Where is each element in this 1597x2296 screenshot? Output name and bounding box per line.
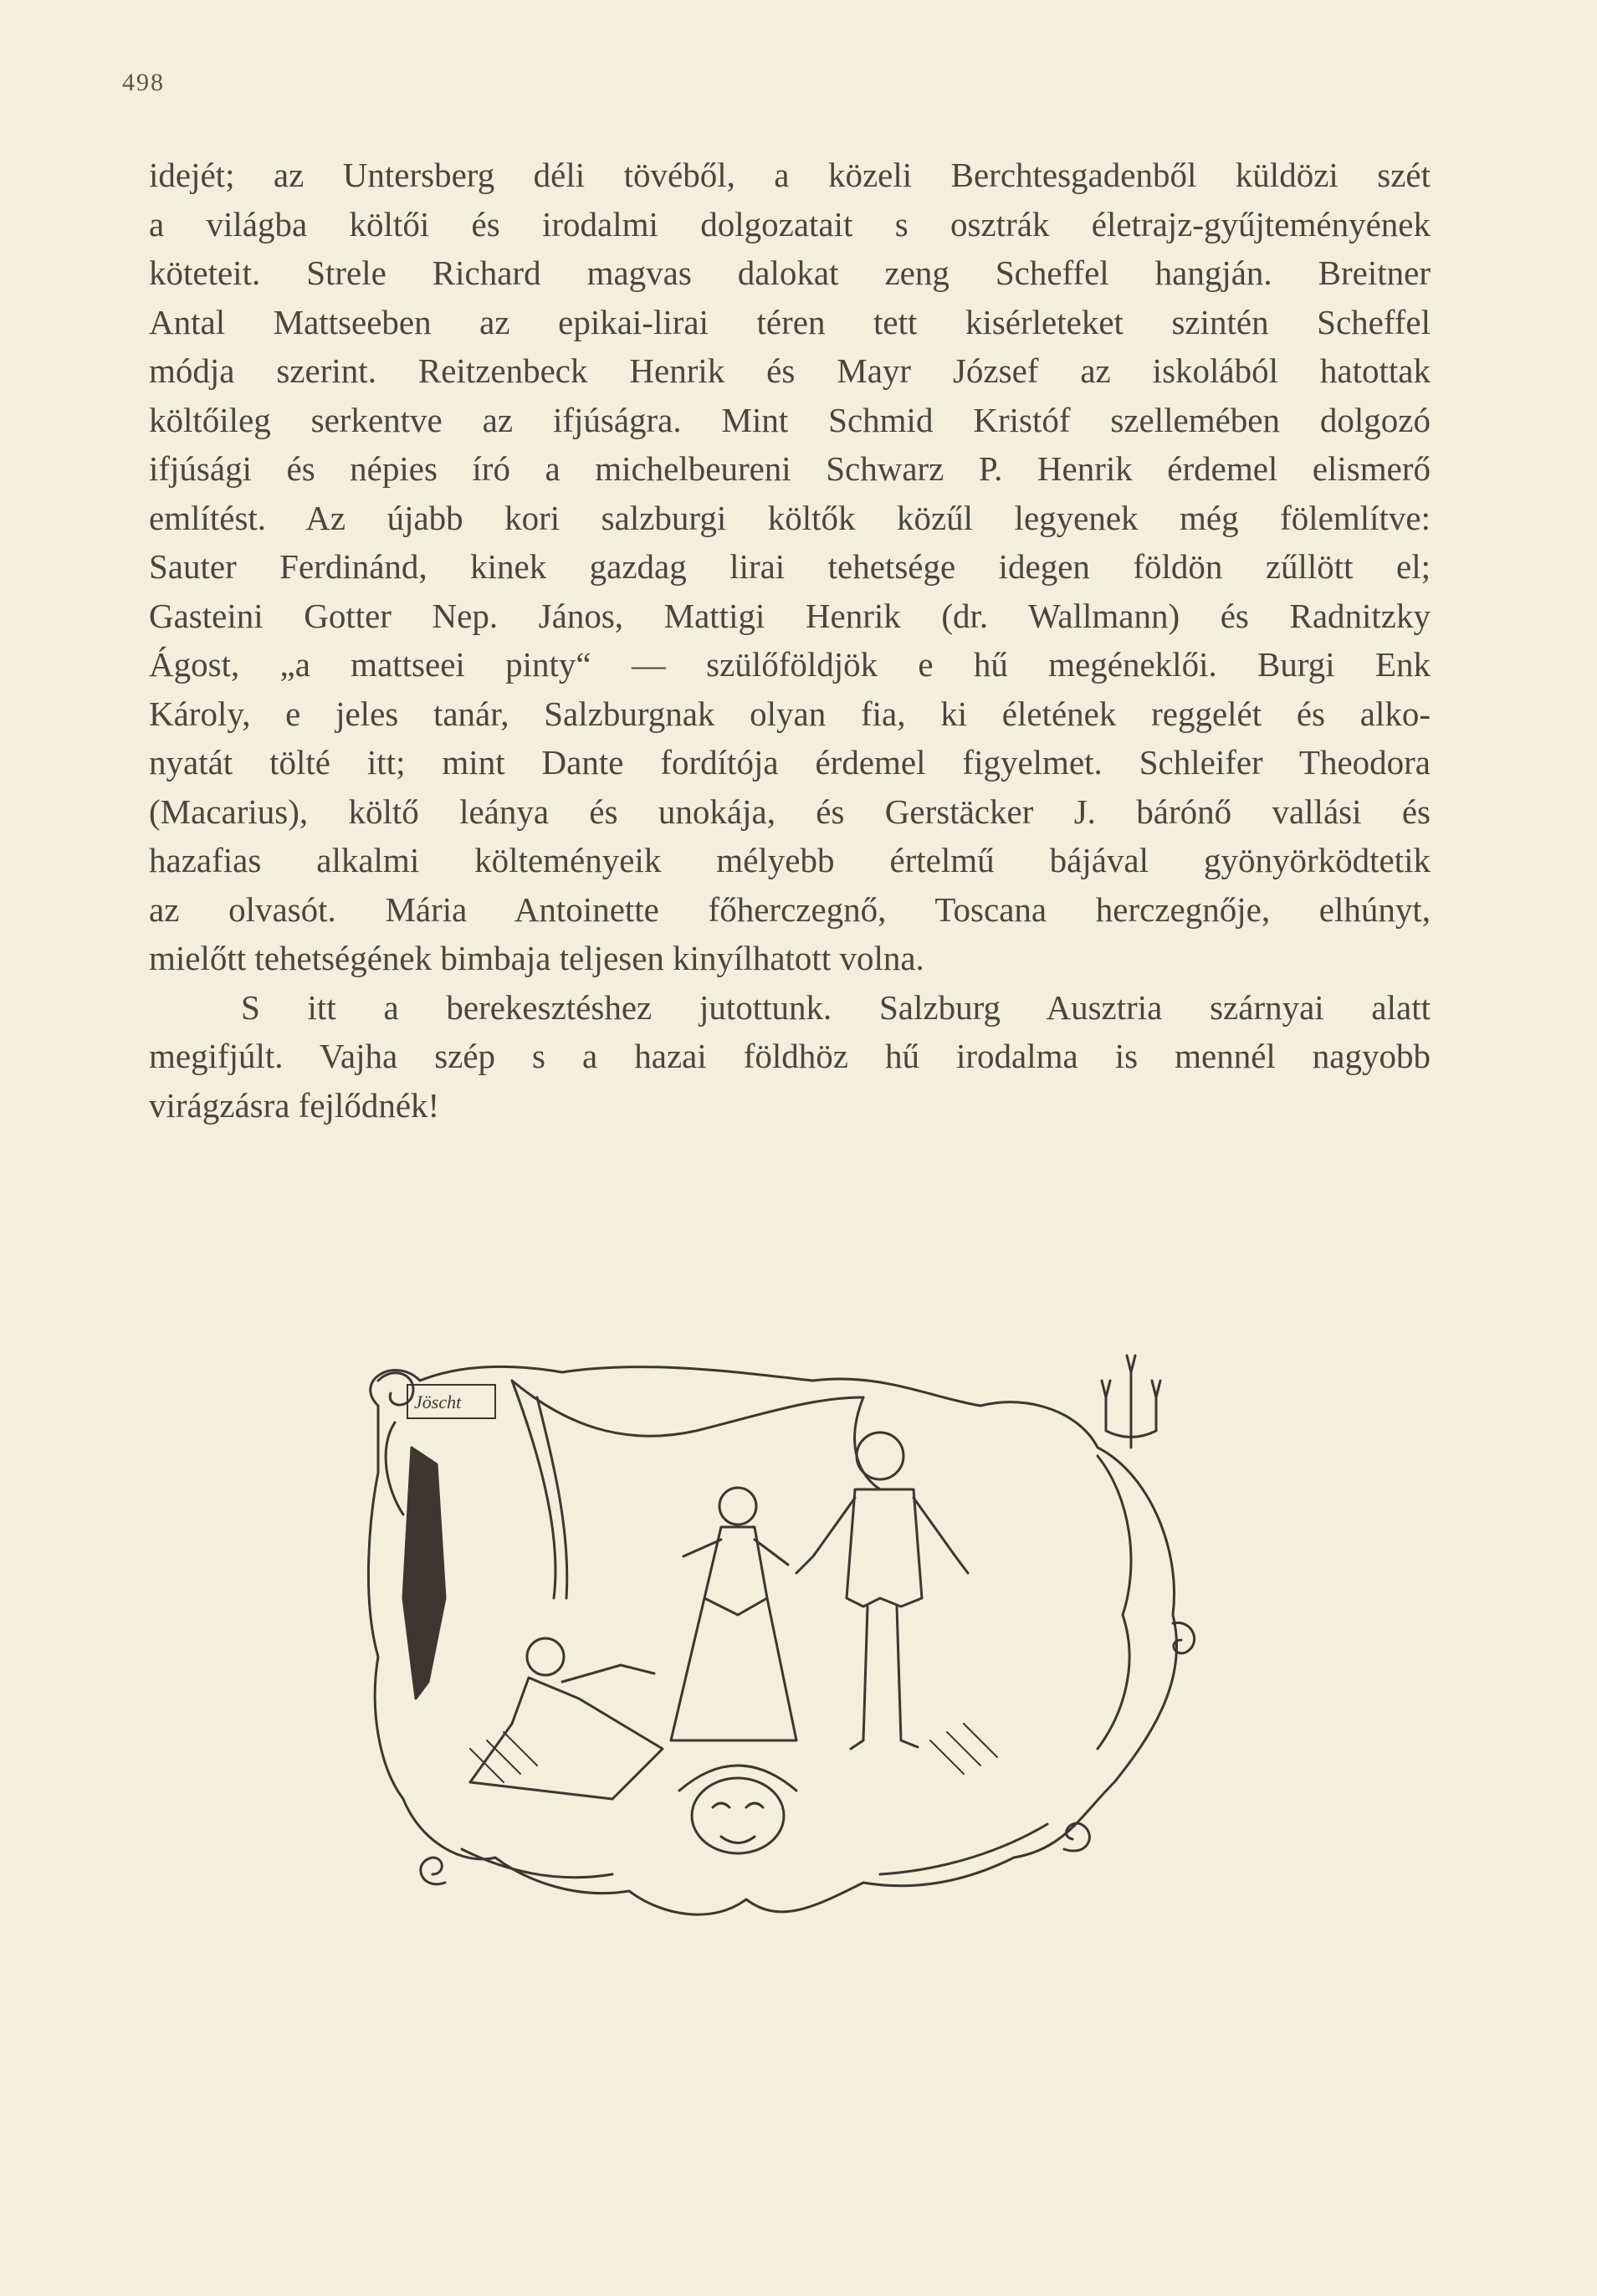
page-number: 498	[122, 69, 165, 96]
text-line: az olvasót. Mária Antoinette főherczegnő, Toscana herczegnője, elhúnyt,	[149, 889, 1431, 929]
text-line: köteteit. Strele Richard magvas dalokat zeng Scheffel hangján. Breitner	[149, 254, 1431, 292]
text-line: megifjúlt. Vajha szép s a hazai földhöz hű irodalma is mennél nagyobb	[149, 1037, 1431, 1075]
text-line: Sauter Ferdinánd, kinek gazdag lirai tehetsége idegen földön zűllött el;	[149, 547, 1431, 586]
text-line: ifjúsági és népies író a michelbeureni Schwarz P. Henrik érdemel elismerő	[149, 449, 1431, 488]
seated-woman-figure	[470, 1638, 663, 1799]
text-line: Gasteini Gotter Nep. János, Mattigi Henrik (dr. Wallmann) és Radnitzky	[149, 596, 1431, 635]
paragraph-1	[149, 151, 1431, 983]
artist-signature: Jöscht	[414, 1391, 462, 1412]
decorative-vignette-illustration	[345, 1347, 1240, 1933]
text-line: módja szerint. Reitzenbeck Henrik és Mayr József az iskolából hatottak	[149, 351, 1431, 390]
text-line: említést. Az újabb kori salzburgi költők közűl legyenek még fölemlítve:	[149, 498, 1431, 537]
dark-curtain	[403, 1448, 445, 1699]
cartouche-frame	[368, 1366, 1176, 1914]
text-line: (Macarius), költő leánya és unokája, és Gerstäcker J. bárónő vallási és	[149, 792, 1431, 831]
text-line: mielőtt tehetségének bimbaja teljesen kinyílhatott volna.	[149, 939, 924, 977]
text-line: Ágost, „a mattseei pinty“ — szülőföldjök e hű megéneklői. Burgi Enk	[149, 645, 1431, 684]
text-line: nyatát tölté itt; mint Dante fordítója érdemel figyelmet. Schleifer Theodora	[149, 743, 1431, 782]
text-line: S itt a berekesztéshez jutottunk. Salzburg Ausztria szárnyai alatt	[241, 987, 1431, 1027]
woman-figure	[671, 1488, 796, 1740]
vignette-drawing	[345, 1347, 1240, 1933]
paragraph-2	[149, 983, 1431, 1130]
text-body	[149, 151, 1431, 1130]
text-line: Károly, e jeles tanár, Salzburgnak olyan fia, ki életének reggelét és alko-	[149, 694, 1431, 733]
text-line: hazafias alkalmi költeményeik mélyebb értelmű bájával gyönyörködtetik	[149, 841, 1431, 879]
grotesque-mask	[679, 1766, 796, 1853]
text-line: a világba költői és irodalmi dolgozatait s osztrák életrajz-gyűjteményének	[149, 204, 1431, 243]
scroll-curl	[1064, 1823, 1089, 1851]
text-line: virágzásra fejlődnék!	[149, 1085, 440, 1125]
curtain-drape	[512, 1381, 863, 1436]
standing-youth-figure	[796, 1432, 968, 1749]
candelabra	[1106, 1372, 1156, 1448]
text-line: költőileg serkentve az ifjúságra. Mint Schmid Kristóf szellemében dolgozó	[149, 400, 1431, 439]
scroll-curl	[421, 1858, 445, 1884]
text-line: idejét; az Untersberg déli tövéből, a közeli Berchtesgadenből küldözi szét	[149, 156, 1431, 194]
text-line: Antal Mattseeben az epikai-lirai téren tett kisérleteket szintén Scheffel	[149, 302, 1431, 341]
